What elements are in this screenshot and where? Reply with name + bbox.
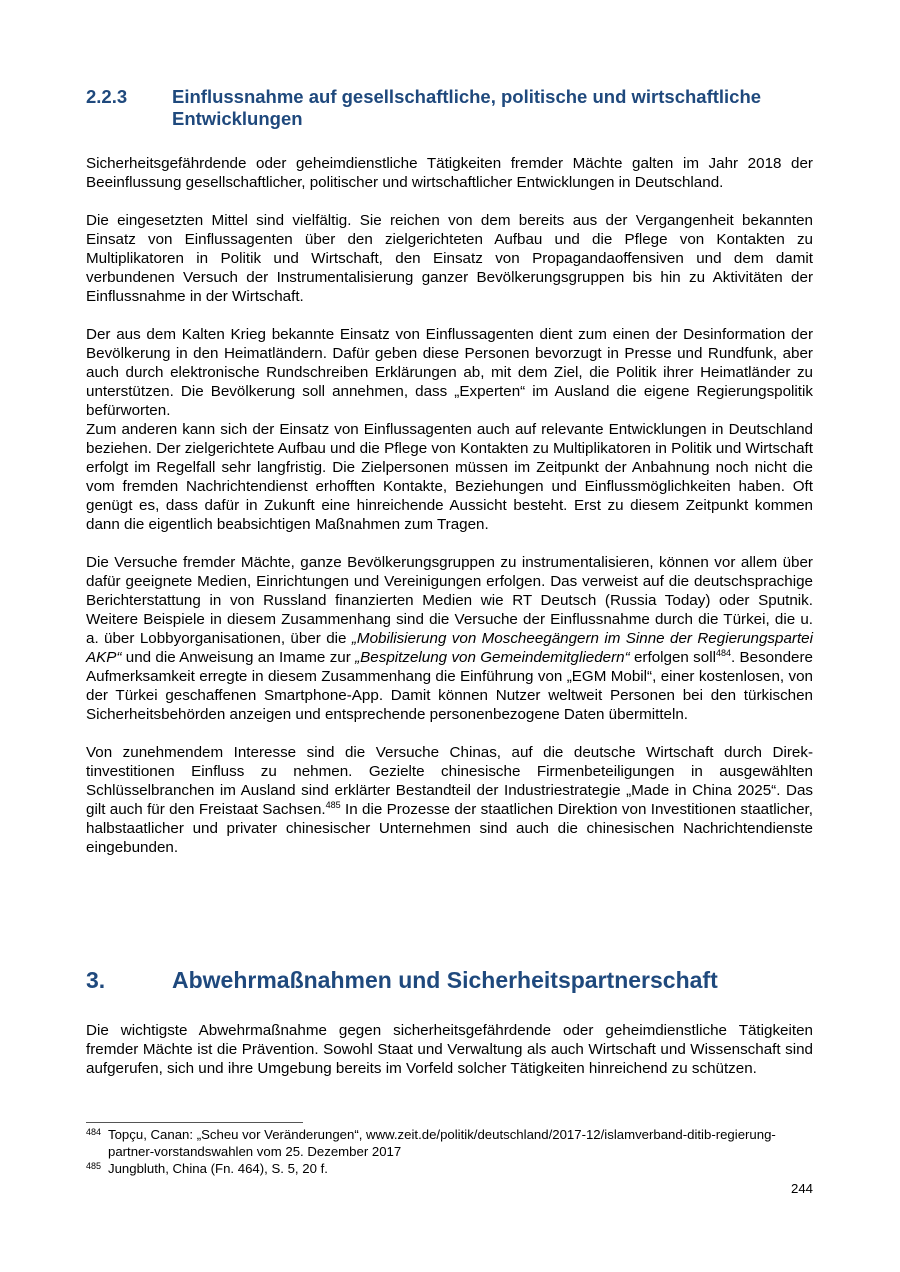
- paragraph-3: Der aus dem Kalten Krieg bekannte Einsatz von Einflussagenten dient zum einen der Desinformation der Bevölkerung in den Heimatländern. Dafür geben diese Personen bevorzugt in Presse und Rundfunk, aber auch durch elektronische Rundschreiben Erklärungen ab, mit dem Ziel, die Politik ihrer Heimatländer zu unterstützen. Die Bevölkerung soll annehmen, dass „Experten“ im Ausland die eigene Regierungspolitik befürworten.: [86, 326, 813, 419]
- page-number: 244: [790, 1181, 813, 1196]
- chapter-number: 3.: [86, 967, 106, 993]
- paragraph-6-text-b: In die Prozesse der staatlichen Direktion von Investitionen staatlicher, halbstaatlicher und privater chinesischer Unternehmen sind auch die chinesischen Nachrichtendienste eingebunden.: [86, 801, 813, 856]
- section-body: [86, 154, 813, 857]
- paragraph-5-text-b: und die Anweisung an Imame zur: [121, 649, 356, 666]
- paragraph-5-text-a: Die Versuche fremder Mächte, ganze Bevölkerungsgruppen zu instrumentalisieren, können vor allem über dafür geeignete Medien, Einrichtungen und Vereinigungen erfolgen. Das verweist auf die deutschsprachige Berichterstattung in von Russland finanzierten Medien wie RT Deutsch (Russia Today) oder Sputnik. Weitere Beispiele in diesem Zusammenhang sind die Versuche der Einflussnahme durch die Türkei, die u. a. über Lobbyorganisationen, über die: [86, 554, 813, 647]
- section-title: Einflussnahme auf gesellschaftliche, politische und wirtschaftliche Entwicklungen: [172, 86, 762, 129]
- paragraph-5: [86, 553, 813, 724]
- footnote-text: Jungbluth, China (Fn. 464), S. 5, 20 f.: [108, 1161, 328, 1176]
- paragraph-5-quote-2: „Bespitzelung von Gemeindemitgliedern“: [355, 649, 630, 666]
- paragraph-1: Sicherheitsgefährdende oder geheimdienstliche Tätigkeiten fremder Mächte galten im Jahr 2018 der Beeinflussung gesellschaftlicher, politischer und wirtschaftlicher Entwicklungen in Deutschland.: [86, 155, 813, 191]
- section-number: 2.2.3: [86, 86, 128, 107]
- paragraph-6-text-a: Von zunehmendem Interesse sind die Versuche Chinas, auf die deutsche Wirtschaft durch Direktinvestitionen Einfluss zu nehmen. Gezielte chinesische Firmenbeteiligungen in ausgewählten Schlüsselbranchen im Ausland sind erklärter Bestandteil der Industriestrategie „Made in China 2025“. Das gilt auch für den Freistaat Sachsen.: [86, 744, 813, 818]
- section-heading: [86, 86, 813, 130]
- footnote-ref-484[interactable]: 484: [715, 648, 731, 658]
- paragraph-5-quote-1: „Mobilisierung von Moscheegängern im Sinne der Regierungspartei AKP“: [86, 630, 813, 666]
- footnote-484: [86, 1126, 813, 1160]
- paragraph-4: Zum anderen kann sich der Einsatz von Einflussagenten auch auf relevante Entwicklungen in Deutschland beziehen. Der zielgerichtete Aufbau und die Pflege von Kontakten zu Multiplikatoren in Politik und Wirtschaft erfolgt im Regelfall sehr langfristig. Die Zielpersonen müssen im Zeitpunkt der Anbahnung noch nicht die vom fremden Nachrichtendienst erhofften Kontakte, Beziehungen und Einflussmöglichkeiten haben. Oft genügt es, dass dafür in Zukunft eine hinreichende Aussicht besteht. Erst zu diesem Zeitpunkt kommen dann die eigentlich beabsichtigen Maßnahmen zum Tragen.: [86, 421, 813, 533]
- footnote-divider: [86, 1122, 303, 1123]
- paragraph-6: [86, 743, 813, 857]
- footnote-ref-485[interactable]: 485: [325, 800, 341, 810]
- footnote-485: [86, 1160, 813, 1177]
- footnote-number: 484: [86, 1127, 102, 1137]
- footnote-number: 485: [86, 1161, 102, 1171]
- footnote-text: Topçu, Canan: „Scheu vor Veränderungen“, www.zeit.de/politik/deutschland/2017-12/islamverband-ditib-regierung-partner-vorstandswahlen vom 25. Dezember 2017: [108, 1127, 776, 1159]
- footnotes: [86, 1126, 813, 1177]
- chapter-heading: [86, 966, 813, 994]
- chapter-paragraph: Die wichtigste Abwehrmaßnahme gegen sicherheitsgefährdende oder geheimdienstliche Tätigkeiten fremder Mächte ist die Prävention. Sowohl Staat und Verwaltung als auch Wirtschaft und Wissenschaft sind aufgerufen, sich und ihre Umgebung bereits im Vorfeld solcher Tätigkeiten hinreichend zu schützen.: [86, 1022, 813, 1077]
- chapter-title: Abwehrmaßnahmen und Sicherheitspartnerschaft: [172, 967, 718, 993]
- chapter-body: [86, 1021, 813, 1078]
- paragraph-5-text-c: erfolgen soll: [629, 649, 716, 666]
- paragraph-2: Die eingesetzten Mittel sind vielfältig. Sie reichen von dem bereits aus der Vergangenheit bekannten Einsatz von Einflussagenten über den zielgerichteten Aufbau und die Pflege von Kontakten zu Multiplikatoren in Politik und Wirtschaft, den Einsatz von Propagandaoffensiven und dem damit verbundenen Versuch der Instrumentalisierung ganzer Bevölkerungsgruppen bis hin zu Aktivitäten der Einflussnahme in der Wirtschaft.: [86, 212, 813, 305]
- paragraph-5-text-d: . Besondere Aufmerksamkeit erregte in diesem Zusammenhang die Einführung von „EGM Mobil“, einer kostenlosen, von der Türkei geschaffenen Smartphone-App. Damit können Nutzer weltweit Personen bei den türkischen Sicherheitsbehörden anzeigen und entsprechende personenbezogene Daten übermitteln.: [86, 649, 813, 723]
